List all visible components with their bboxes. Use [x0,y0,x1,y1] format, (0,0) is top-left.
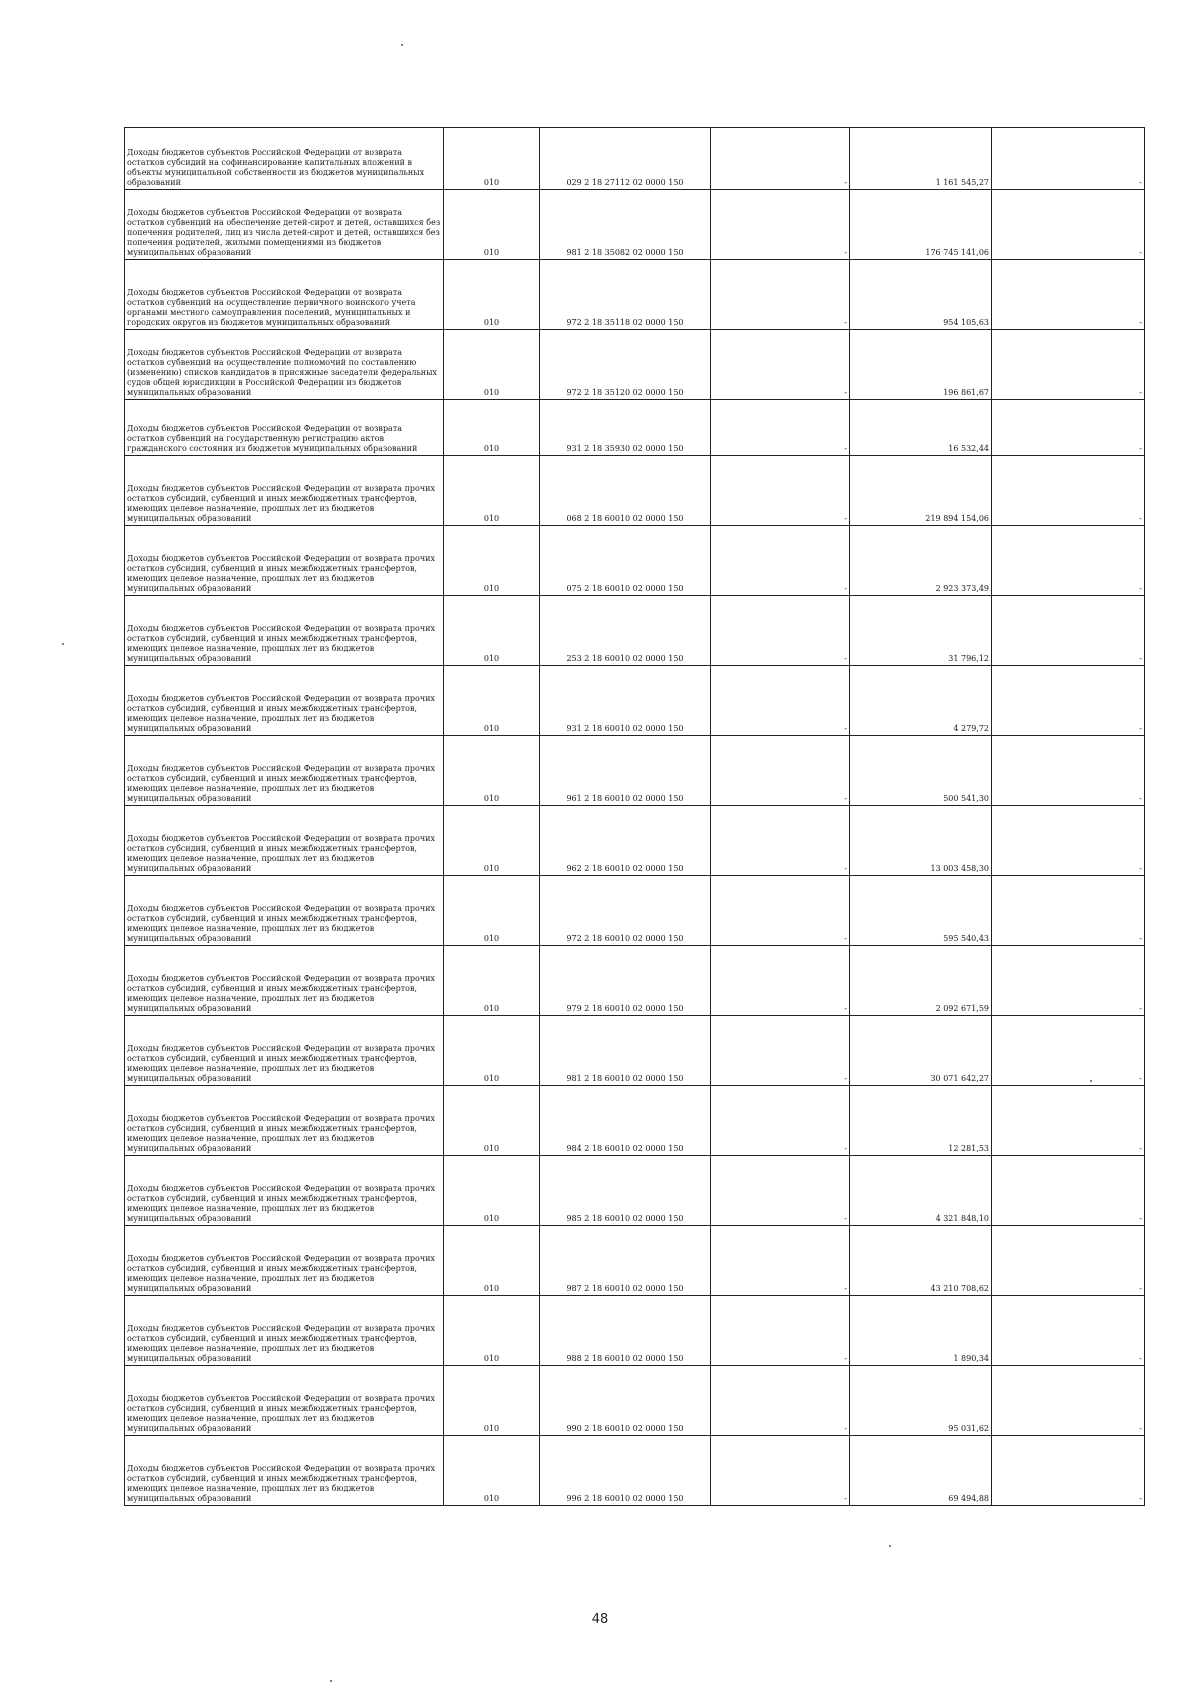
row-budget-code: 981 2 18 35082 02 0000 150 [540,190,711,260]
row-line-code: 010 [444,1016,540,1086]
row-budget-code: 961 2 18 60010 02 0000 150 [540,736,711,806]
row-line-code: 010 [444,1436,540,1506]
row-budget-code: 981 2 18 60010 02 0000 150 [540,1016,711,1086]
row-budget-code: 068 2 18 60010 02 0000 150 [540,456,711,526]
row-col4: - [711,806,850,876]
row-col4: - [711,666,850,736]
row-description: Доходы бюджетов субъектов Российской Федерации от возврата прочих остатков субсидий, субвенций и иных межбюджетных трансфертов, имеющих целевое назначение, прошлых лет из бюджетов муниципальных образований [125,596,444,666]
row-amount: 12 281,53 [850,1086,992,1156]
row-amount: 95 031,62 [850,1366,992,1436]
row-col6: - [992,1366,1145,1436]
row-description: Доходы бюджетов субъектов Российской Федерации от возврата прочих остатков субсидий, субвенций и иных межбюджетных трансфертов, имеющих целевое назначение, прошлых лет из бюджетов муниципальных образований [125,1226,444,1296]
row-line-code: 010 [444,400,540,456]
row-description: Доходы бюджетов субъектов Российской Федерации от возврата остатков субвенций на государственную регистрацию актов гражданского состояния из бюджетов муниципальных образований [125,400,444,456]
row-col6: - [992,128,1145,190]
row-col6: - [992,1296,1145,1366]
row-col6: - [992,666,1145,736]
table-row [125,1016,1145,1086]
row-budget-code: 988 2 18 60010 02 0000 150 [540,1296,711,1366]
row-description: Доходы бюджетов субъектов Российской Федерации от возврата прочих остатков субсидий, субвенций и иных межбюджетных трансфертов, имеющих целевое назначение, прошлых лет из бюджетов муниципальных образований [125,736,444,806]
scan-speck [889,1545,891,1547]
row-col6: - [992,1086,1145,1156]
row-col4: - [711,1366,850,1436]
budget-revenue-table [124,127,1145,1506]
row-budget-code: 253 2 18 60010 02 0000 150 [540,596,711,666]
row-description: Доходы бюджетов субъектов Российской Федерации от возврата прочих остатков субсидий, субвенций и иных межбюджетных трансфертов, имеющих целевое назначение, прошлых лет из бюджетов муниципальных образований [125,1156,444,1226]
row-amount: 219 894 154,06 [850,456,992,526]
row-col4: - [711,190,850,260]
table-row [125,400,1145,456]
row-col6: - [992,736,1145,806]
row-col6: - [992,806,1145,876]
table-row [125,736,1145,806]
row-col4: - [711,1016,850,1086]
table-row [125,1156,1145,1226]
table-row [125,1226,1145,1296]
row-budget-code: 972 2 18 35120 02 0000 150 [540,330,711,400]
table-row [125,190,1145,260]
row-amount: 954 105,63 [850,260,992,330]
row-amount: 2 923 373,49 [850,526,992,596]
row-description: Доходы бюджетов субъектов Российской Федерации от возврата прочих остатков субсидий, субвенций и иных межбюджетных трансфертов, имеющих целевое назначение, прошлых лет из бюджетов муниципальных образований [125,946,444,1016]
table-row [125,330,1145,400]
row-budget-code: 931 2 18 35930 02 0000 150 [540,400,711,456]
row-col6: - [992,260,1145,330]
row-amount: 69 494,88 [850,1436,992,1506]
row-description: Доходы бюджетов субъектов Российской Федерации от возврата остатков субвенций на осуществление первичного воинского учета органами местного самоуправления поселений, муниципальных и городских округов из бюджетов муниципальных образований [125,260,444,330]
row-col6: - [992,876,1145,946]
table-row [125,526,1145,596]
row-col4: - [711,260,850,330]
scan-speck [62,643,64,645]
row-col6: - [992,400,1145,456]
row-col4: - [711,400,850,456]
row-col4: - [711,876,850,946]
row-amount: 500 541,30 [850,736,992,806]
row-budget-code: 931 2 18 60010 02 0000 150 [540,666,711,736]
row-description: Доходы бюджетов субъектов Российской Федерации от возврата остатков субвенций на обеспечение детей-сирот и детей, оставшихся без попечения родителей, лиц из числа детей-сирот и детей, оставшихся без попечения родителей, жилыми помещениями из бюджетов муниципальных образований [125,190,444,260]
row-col6: - [992,1436,1145,1506]
row-line-code: 010 [444,260,540,330]
row-description: Доходы бюджетов субъектов Российской Федерации от возврата прочих остатков субсидий, субвенций и иных межбюджетных трансфертов, имеющих целевое назначение, прошлых лет из бюджетов муниципальных образований [125,1436,444,1506]
row-amount: 196 861,67 [850,330,992,400]
row-budget-code: 985 2 18 60010 02 0000 150 [540,1156,711,1226]
row-col6: - [992,526,1145,596]
row-line-code: 010 [444,736,540,806]
row-amount: 595 540,43 [850,876,992,946]
row-amount: 30 071 642,27 [850,1016,992,1086]
row-budget-code: 972 2 18 35118 02 0000 150 [540,260,711,330]
row-budget-code: 972 2 18 60010 02 0000 150 [540,876,711,946]
row-description: Доходы бюджетов субъектов Российской Федерации от возврата прочих остатков субсидий, субвенций и иных межбюджетных трансфертов, имеющих целевое назначение, прошлых лет из бюджетов муниципальных образований [125,666,444,736]
row-amount: 176 745 141,06 [850,190,992,260]
table-row [125,1296,1145,1366]
row-line-code: 010 [444,596,540,666]
table-row [125,596,1145,666]
row-col4: - [711,1296,850,1366]
row-description: Доходы бюджетов субъектов Российской Федерации от возврата остатков субсидий на софинансирование капитальных вложений в объекты муниципальной собственности из бюджетов муниципальных образований [125,128,444,190]
row-col6: - [992,946,1145,1016]
table-row [125,456,1145,526]
row-description: Доходы бюджетов субъектов Российской Федерации от возврата прочих остатков субсидий, субвенций и иных межбюджетных трансфертов, имеющих целевое назначение, прошлых лет из бюджетов муниципальных образований [125,806,444,876]
row-description: Доходы бюджетов субъектов Российской Федерации от возврата прочих остатков субсидий, субвенций и иных межбюджетных трансфертов, имеющих целевое назначение, прошлых лет из бюджетов муниципальных образований [125,1086,444,1156]
row-line-code: 010 [444,190,540,260]
table-body [125,128,1145,1506]
row-budget-code: 996 2 18 60010 02 0000 150 [540,1436,711,1506]
row-budget-code: 029 2 18 27112 02 0000 150 [540,128,711,190]
row-description: Доходы бюджетов субъектов Российской Федерации от возврата прочих остатков субсидий, субвенций и иных межбюджетных трансфертов, имеющих целевое назначение, прошлых лет из бюджетов муниципальных образований [125,1016,444,1086]
row-line-code: 010 [444,946,540,1016]
row-amount: 4 279,72 [850,666,992,736]
table-row [125,666,1145,736]
row-col4: - [711,1086,850,1156]
table-row [125,806,1145,876]
row-amount: 4 321 848,10 [850,1156,992,1226]
row-col4: - [711,736,850,806]
row-line-code: 010 [444,876,540,946]
row-budget-code: 987 2 18 60010 02 0000 150 [540,1226,711,1296]
row-amount: 1 161 545,27 [850,128,992,190]
table-row [125,946,1145,1016]
row-budget-code: 984 2 18 60010 02 0000 150 [540,1086,711,1156]
row-line-code: 010 [444,128,540,190]
row-col6: - [992,596,1145,666]
row-line-code: 010 [444,806,540,876]
row-line-code: 010 [444,1296,540,1366]
row-line-code: 010 [444,1226,540,1296]
row-description: Доходы бюджетов субъектов Российской Федерации от возврата прочих остатков субсидий, субвенций и иных межбюджетных трансфертов, имеющих целевое назначение, прошлых лет из бюджетов муниципальных образований [125,456,444,526]
row-line-code: 010 [444,1086,540,1156]
row-budget-code: 075 2 18 60010 02 0000 150 [540,526,711,596]
row-col6: - [992,330,1145,400]
row-description: Доходы бюджетов субъектов Российской Федерации от возврата прочих остатков субсидий, субвенций и иных межбюджетных трансфертов, имеющих целевое назначение, прошлых лет из бюджетов муниципальных образований [125,1296,444,1366]
row-amount: 31 796,12 [850,596,992,666]
row-col4: - [711,128,850,190]
row-budget-code: 962 2 18 60010 02 0000 150 [540,806,711,876]
row-col6: - [992,1016,1145,1086]
row-col4: - [711,1156,850,1226]
row-budget-code: 990 2 18 60010 02 0000 150 [540,1366,711,1436]
row-amount: 13 003 458,30 [850,806,992,876]
row-line-code: 010 [444,1366,540,1436]
row-col6: - [992,190,1145,260]
row-col6: - [992,1156,1145,1226]
row-col6: - [992,1226,1145,1296]
row-amount: 1 890,34 [850,1296,992,1366]
scan-speck [1090,1080,1092,1082]
row-col6: - [992,456,1145,526]
row-amount: 16 532,44 [850,400,992,456]
scan-speck [330,1680,332,1682]
table-row [125,1086,1145,1156]
row-line-code: 010 [444,1156,540,1226]
row-amount: 43 210 708,62 [850,1226,992,1296]
row-description: Доходы бюджетов субъектов Российской Федерации от возврата остатков субвенций на осуществление полномочий по составлению (изменению) списков кандидатов в присяжные заседатели федеральных судов общей юрисдикции в Российской Федерации из бюджетов муниципальных образований [125,330,444,400]
page-number: 48 [591,1612,609,1627]
table-row [125,260,1145,330]
row-description: Доходы бюджетов субъектов Российской Федерации от возврата прочих остатков субсидий, субвенций и иных межбюджетных трансфертов, имеющих целевое назначение, прошлых лет из бюджетов муниципальных образований [125,876,444,946]
row-col4: - [711,330,850,400]
row-line-code: 010 [444,526,540,596]
row-line-code: 010 [444,456,540,526]
row-col4: - [711,526,850,596]
row-line-code: 010 [444,666,540,736]
row-description: Доходы бюджетов субъектов Российской Федерации от возврата прочих остатков субсидий, субвенций и иных межбюджетных трансфертов, имеющих целевое назначение, прошлых лет из бюджетов муниципальных образований [125,1366,444,1436]
row-col4: - [711,596,850,666]
row-col4: - [711,1436,850,1506]
row-line-code: 010 [444,330,540,400]
row-description: Доходы бюджетов субъектов Российской Федерации от возврата прочих остатков субсидий, субвенций и иных межбюджетных трансфертов, имеющих целевое назначение, прошлых лет из бюджетов муниципальных образований [125,526,444,596]
row-col4: - [711,456,850,526]
row-amount: 2 092 671,59 [850,946,992,1016]
row-col4: - [711,946,850,1016]
table-row [125,128,1145,190]
scan-speck [401,44,403,46]
row-col4: - [711,1226,850,1296]
row-budget-code: 979 2 18 60010 02 0000 150 [540,946,711,1016]
table-row [125,1436,1145,1506]
table-row [125,1366,1145,1436]
table-row [125,876,1145,946]
